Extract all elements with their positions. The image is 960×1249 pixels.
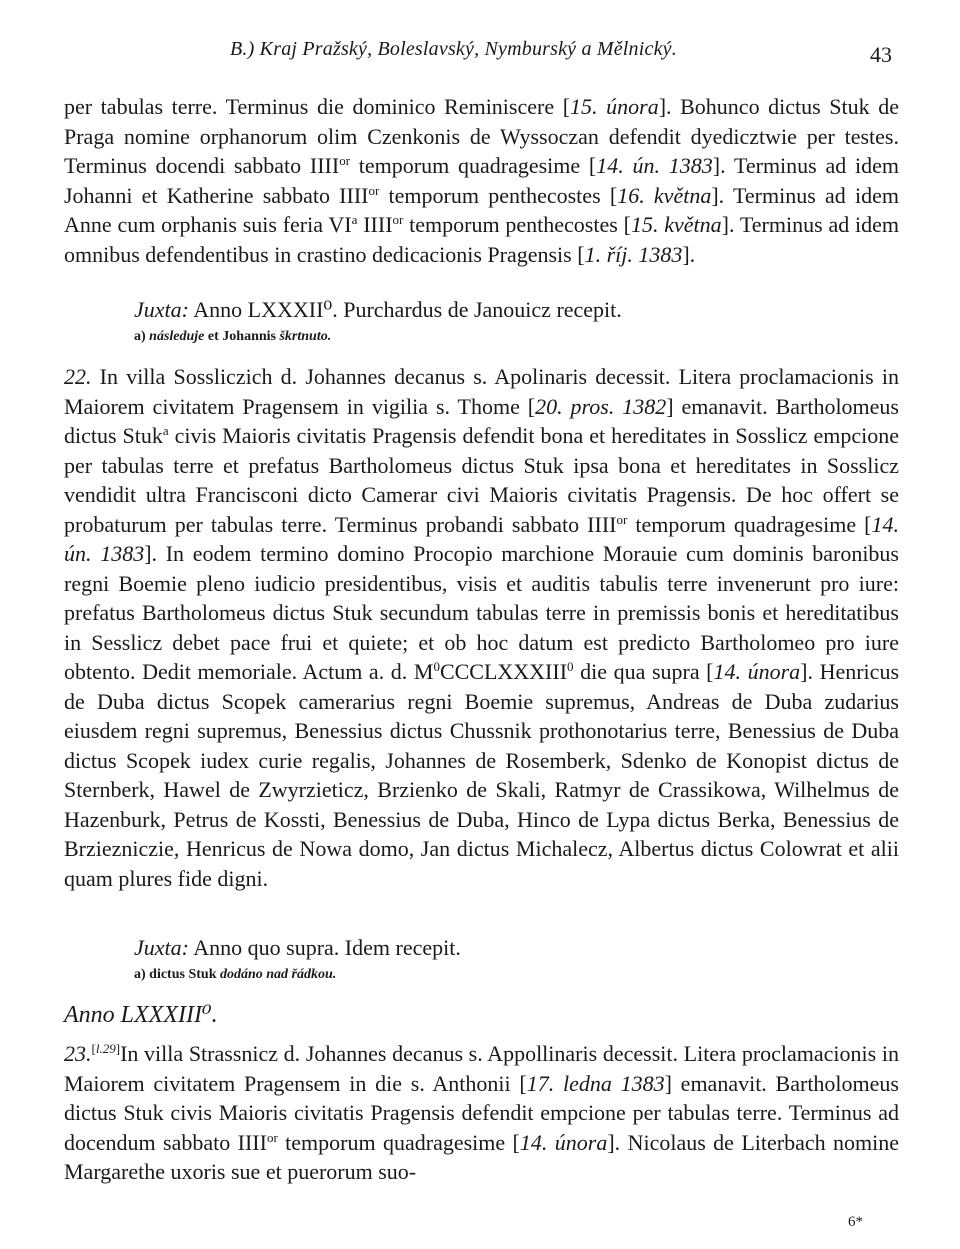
- juxta-text: Anno LXXXII⁰. Purchardus de Janouicz recepit.: [193, 297, 622, 322]
- paragraph-3: 23.[l.29]In villa Strassnicz d. Johannes decanus s. Appollinaris decessit. Litera proclamacionis in Maiorem civitatem Pragensem in die s. Anthonii [17. ledna 1383] emanavit. Bartholomeus dictus Stuk civis Maioris civitatis Pragensis defendit empcione per tabulas terre. Terminus ad docendum sabbato $IIII^{or}$ temporum quadragesime [14. února]. Nicolaus de Literbach nomine Margarethe uxoris sue et puerorum suo-: [64, 1041, 899, 1184]
- juxta-line-2: [134, 935, 461, 961]
- juxta-label: Juxta:: [134, 935, 189, 960]
- footnote-1: [134, 329, 331, 345]
- section-heading: Anno LXXXIII⁰.: [64, 1002, 218, 1028]
- paragraph-2: 22. In villa Sossliczich d. Johannes decanus s. Apolinaris decessit. Litera proclamacionis in Maiorem civitatem Pragensem in vigilia s. Thome [20. pros. 1382] emanavit. Bartholomeus dictus Stuk$^a$ civis Maioris civitatis Pragensis defendit bona et hereditates in Sosslicz empcione per tabulas terre et prefatus Bartholomeus dictus Stuk ipsa bona et hereditates in Sosslicz vendidit ultra Francisconi dicto Camerar civi Maioris civitatis Pragensis. De hoc offert se probaturum per tabulas terre. Terminus probandi sabbato $IIII^{or}$ temporum quadragesime [14. ún. 1383]. In eodem termino domino Procopio marchione Morauie cum dominis baronibus regni Boemie pleno iudicio presidentibus, visis et auditis tabulis terre invenerunt pro iure: prefatus Bartholomeus dictus Stuk secundum tabulas terre in premissis bonis et hereditatibus in Sesslicz debet pace frui et quiete; et ob hoc datum est predicto Bartholomeo pro iure obtento. Dedit memoriale. Actum a. d. $M^0CCCLXXXIII^0$ die qua supra [14. února]. Henricus de Duba dictus Scopek camerarius regni Boemie supremus, Andreas de Duba zudarius eiusdem regni supremus, Benessius dictus Chussnik prothonotarius terre, Benessius de Duba dictus Scopek iudex curie regalis, Johannes de Rosemberk, Sdenko de Konopist dictus de Sternberk, Hawel de Zwyrzieticz, Brzienko de Skali, Ratmyr de Crassikowa, Wilhelmus de Hazenburk, Petrus de Kossti, Benessius de Duba, Hinco de Lypa dictus Berka, Benessius de Brziezniczie, Henricus de Nowa domo, Jan dictus Michalecz, Albertus dictus Colowrat et alii quam plures fide digni.: [64, 364, 899, 891]
- footnote-mark: a): [134, 329, 146, 344]
- page-number: 43: [870, 42, 892, 67]
- footnote-2: [134, 967, 336, 983]
- footnote-mark: a): [134, 967, 146, 982]
- juxta-line-1: [134, 297, 622, 323]
- signature-mark: 6*: [848, 1214, 863, 1230]
- footnote-text: následuje et Johannis škrtnuto.: [149, 329, 332, 344]
- juxta-text: Anno quo supra. Idem recepit.: [193, 935, 461, 960]
- juxta-label: Juxta:: [134, 297, 189, 322]
- running-title: B.) Kraj Pražský, Boleslavský, Nymburský a Mělnický.: [230, 38, 677, 60]
- paragraph-1: per tabulas terre. Terminus die dominico Reminiscere [15. února]. Bohunco dictus Stuk de Praga nomine orphanorum olim Czenkonis de Wyssoczan defendit dyedicztwie per testes. Terminus docendi sabbato $IIII^{or}$ temporum quadragesime [14. ún. 1383]. Terminus ad idem Johanni et Katherine sabbato $IIII^{or}$ temporum penthecostes [16. května]. Terminus ad idem Anne cum orphanis suis feria $VI^a$ $IIII^{or}$ temporum penthecostes [15. května]. Terminus ad idem omnibus defendentibus in crastino dedicacionis Pragensis [1. říj. 1383].: [64, 94, 900, 267]
- footnote-text: dictus Stuk dodáno nad řádkou.: [149, 967, 337, 982]
